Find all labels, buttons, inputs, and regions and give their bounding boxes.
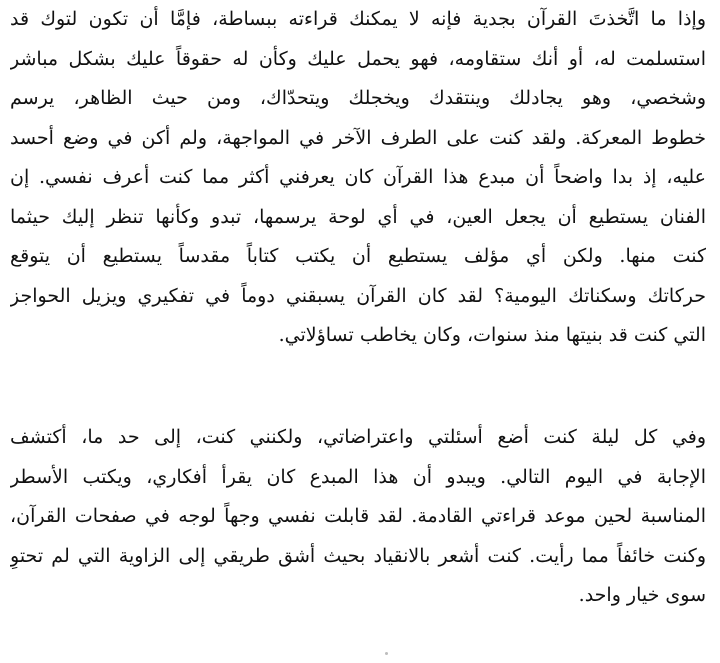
paragraph-1-line-8: حركاتك وسكناتك اليومية؟ لقد كان القرآن يسبقني دوماً في تفكيري ويزيل الحواجز	[10, 284, 706, 307]
paragraph-1-line-9: التي كنت قد بنيتها منذ سنوات، وكان يخاطب تساؤلاتي.	[278, 324, 706, 346]
paragraph-1-line-2: استسلمت له، أو أنك ستقاومه، فهو يحمل عليك وكأن له حقوقاً عليك بشكل مباشر	[10, 47, 706, 70]
paragraph-1-line-6: الفنان يستطيع أن يجعل العين، في أي لوحة يرسمها، تبدو وكأنها تنظر إليك حيثما	[10, 205, 706, 228]
paragraph-1-line-4: خطوط المعركة. ولقد كنت على الطرف الآخر في المواجهة، ولم أكن في وضع أحسد	[10, 126, 706, 149]
paragraph-1-line-3: وشخصي، وهو يجادلك وينتقدك ويخجلك ويتحدّاك، ومن حيث الظاهر، يرسم	[10, 87, 706, 109]
paragraph-1-line-7: كنت منها. ولكن أي مؤلف يستطيع أن يكتب كتاباً مقدساً يستطيع أن يتوقع	[10, 245, 706, 267]
paragraph-2	[10, 418, 706, 616]
paragraph-2-line-1: وفي كل ليلة كنت أضع أسئلتي واعتراضاتي، ولكنني كنت، إلى حد ما، أكتشف	[10, 426, 706, 448]
paragraph-1-line-1: وإذا ما اتَّخذتَ القرآن بجدية فإنه لا يمكنك قراءته ببساطة، فإمَّا أن تكون لتوك قد	[10, 8, 706, 30]
paragraph-2-line-3: المناسبة لحين موعد قراءتي القادمة. لقد قابلت نفسي وجهاً لوجه في صفحات القرآن،	[10, 505, 706, 527]
paragraph-1	[10, 0, 706, 356]
paragraph-2-line-4: وكنت خائفاً مما رأيت. كنت أشعر بالانقياد بحيث أشق طريقي إلى الزاوية التي لم تحتوِ	[10, 544, 706, 567]
paragraph-2-line-5: سوى خيار واحد.	[578, 584, 706, 606]
page-mark-dot	[385, 652, 388, 655]
paragraph-2-line-2: الإجابة في اليوم التالي. ويبدو أن هذا المبدع كان يقرأ أفكاري، ويكتب الأسطر	[10, 465, 706, 488]
paragraph-1-line-5: عليه، إذ بدا واضحاً أن مبدع هذا القرآن كان يعرفني أكثر مما كنت أعرف نفسي. إن	[10, 166, 706, 188]
